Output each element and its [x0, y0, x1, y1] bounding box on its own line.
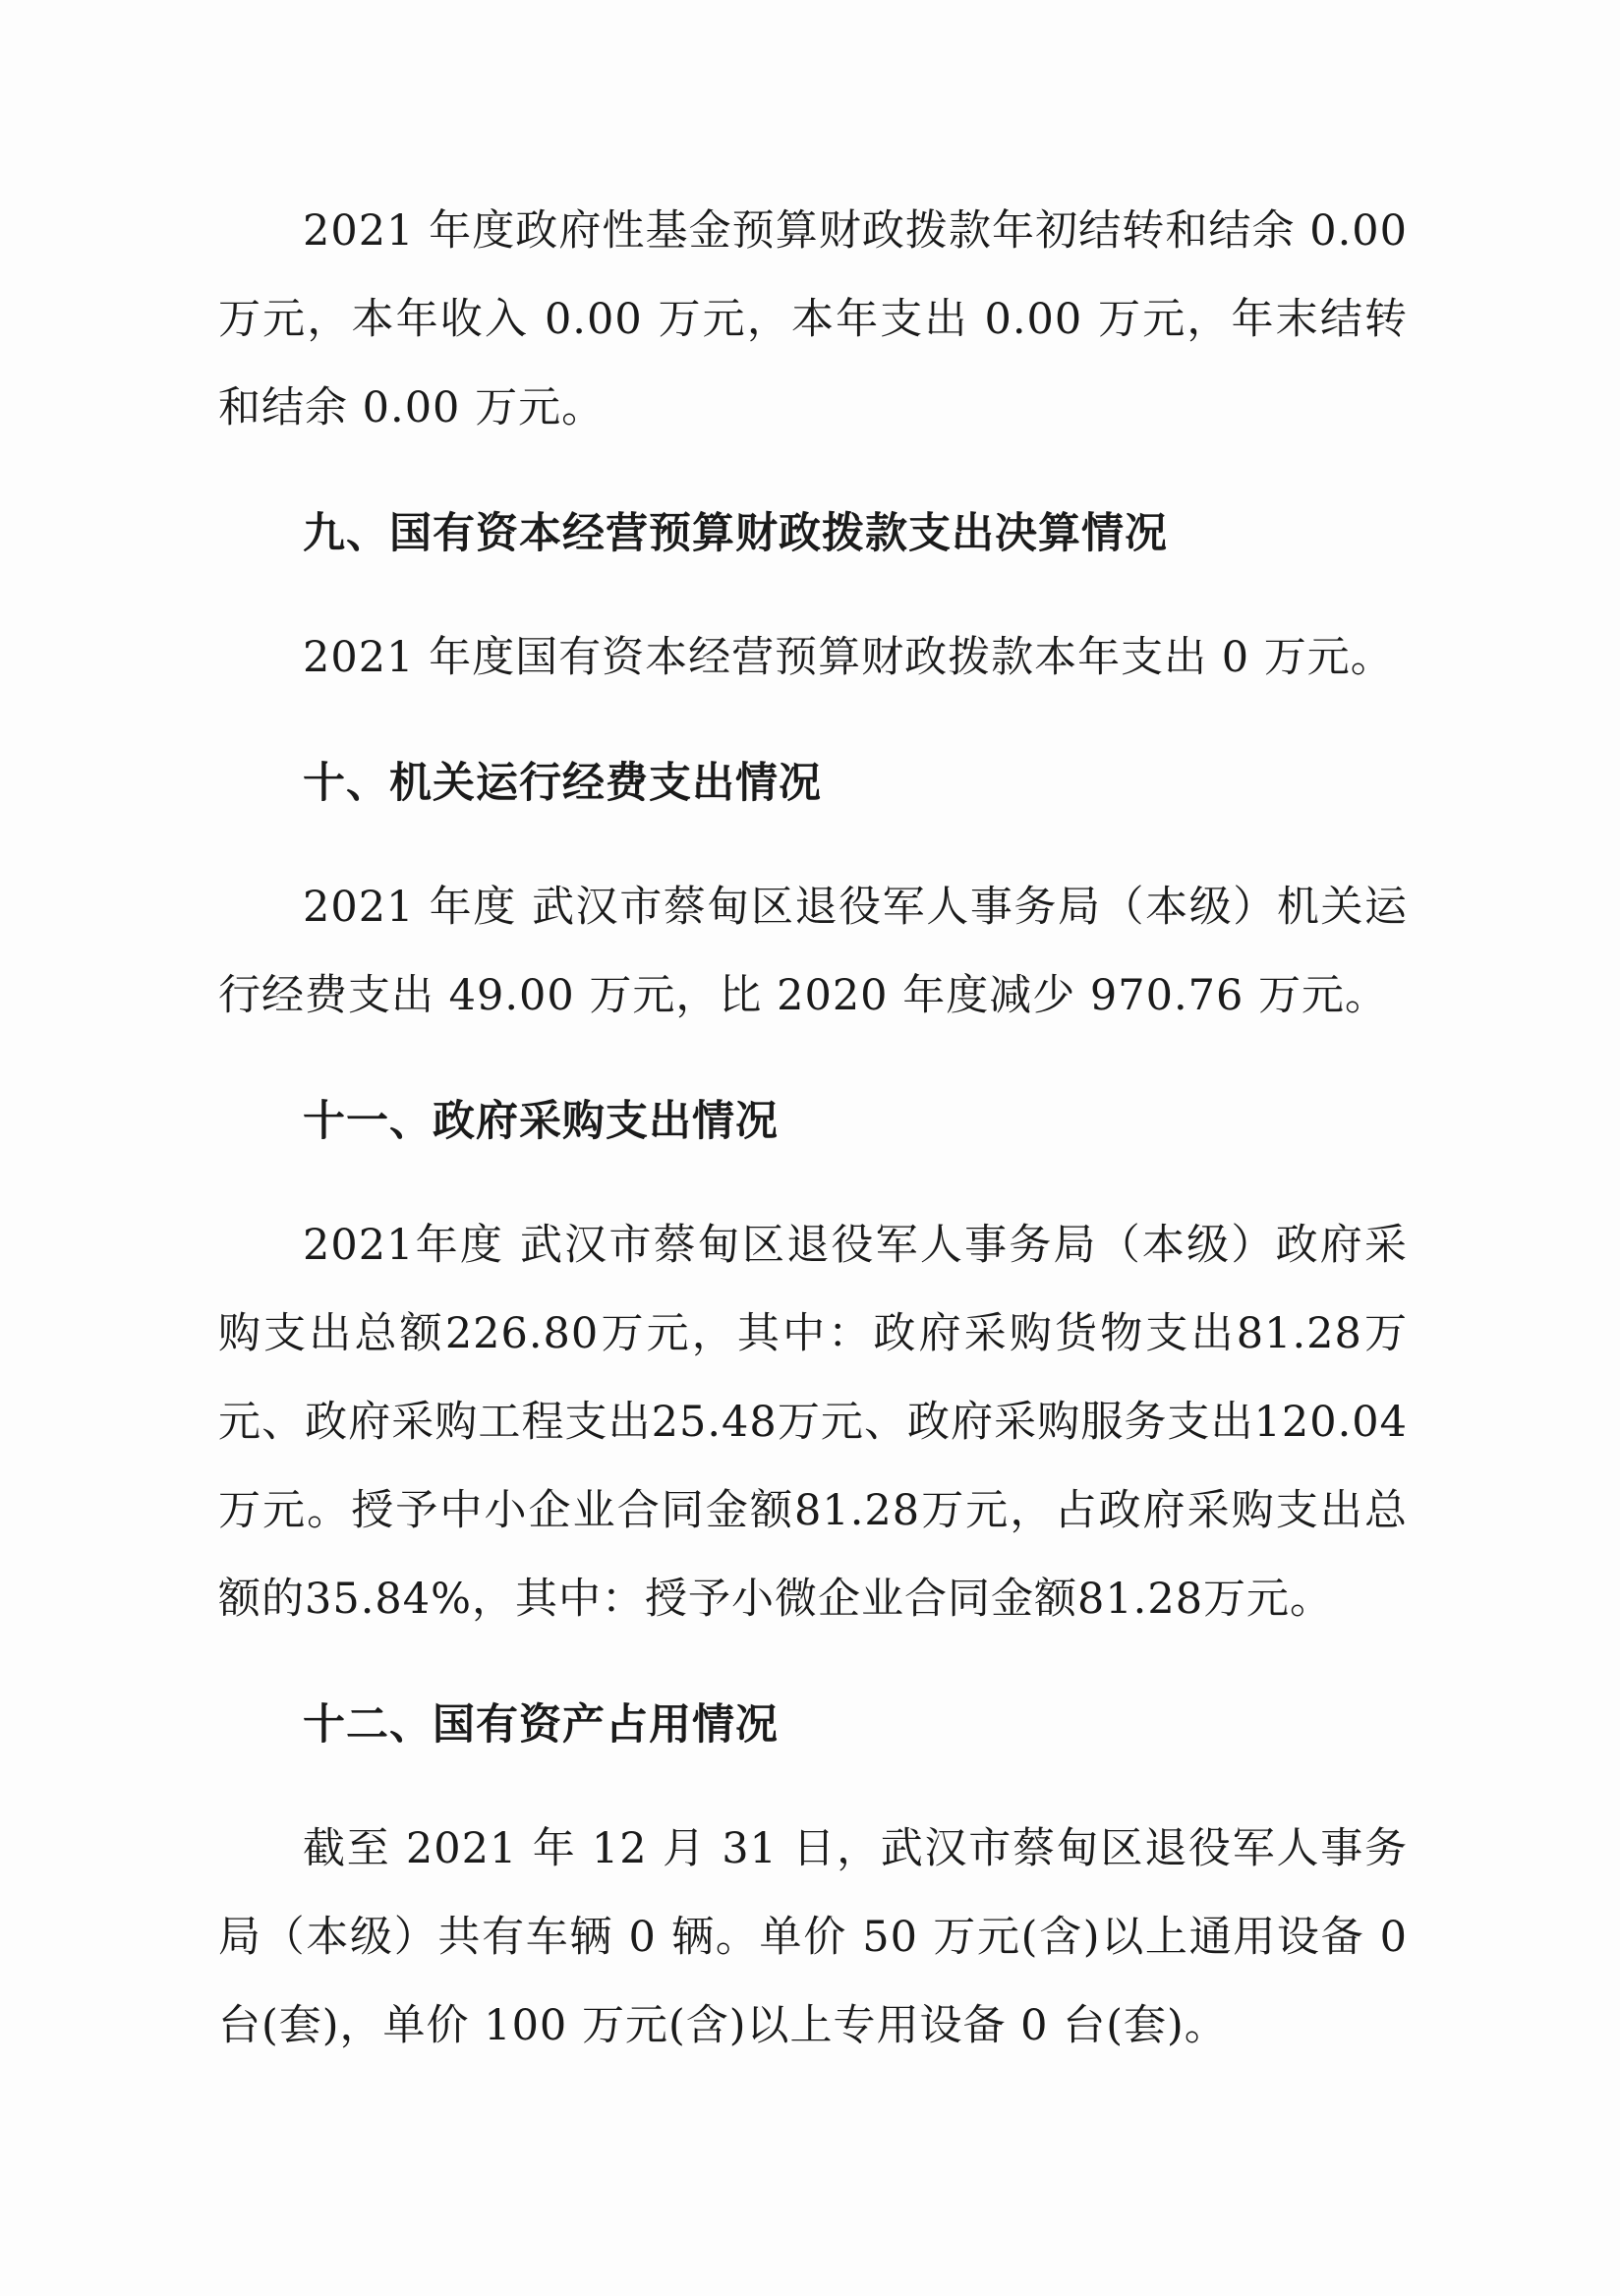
- spacer: [218, 1769, 1408, 1805]
- section-heading-11: 十一、政府采购支出情况: [303, 1097, 779, 1146]
- section-heading-9: 九、国有资本经营预算财政拨款支出决算情况: [303, 509, 1168, 558]
- spacer: [218, 1040, 1408, 1077]
- document-body: [218, 187, 1408, 2070]
- paragraph-fund-budget: 2021 年度政府性基金预算财政拨款年初结转和结余 0.00 万元，本年收入 0.00 万元，本年支出 0.00 万元，年末结转和结余 0.00 万元。: [218, 206, 1408, 432]
- spacer: [218, 1643, 1408, 1681]
- spacer: [218, 578, 1408, 613]
- paragraph-section-10: 2021 年度 武汉市蔡甸区退役军人事务局（本级）机关运行经费支出 49.00 万元，比 2020 年度减少 970.76 万元。: [218, 883, 1408, 1020]
- paragraph-section-9: 2021 年度国有资本经营预算财政拨款本年支出 0 万元。: [303, 633, 1394, 682]
- section-heading-12: 十二、国有资产占用情况: [303, 1700, 779, 1750]
- paragraph-section-11: 2021年度 武汉市蔡甸区退役军人事务局（本级）政府采购支出总额226.80万元，其中：政府采购货物支出81.28万元、政府采购工程支出25.48万元、政府采购服务支出120.04万元。授予中小企业合同金额81.28万元，占政府采购支出总额的35.84%，其中：授予小微企业合同金额81.28万元。: [218, 1221, 1408, 1624]
- paragraph-section-12: 截至 2021 年 12 月 31 日，武汉市蔡甸区退役军人事务局（本级）共有车辆 0 辆。单价 50 万元(含)以上通用设备 0 台(套)，单价 100 万元(含)以上专用设备 0 台(套)。: [218, 1824, 1408, 2050]
- section-heading-10: 十、机关运行经费支出情况: [303, 759, 822, 808]
- spacer: [218, 1166, 1408, 1201]
- spacer: [218, 452, 1408, 489]
- spacer: [218, 702, 1408, 739]
- spacer: [218, 828, 1408, 863]
